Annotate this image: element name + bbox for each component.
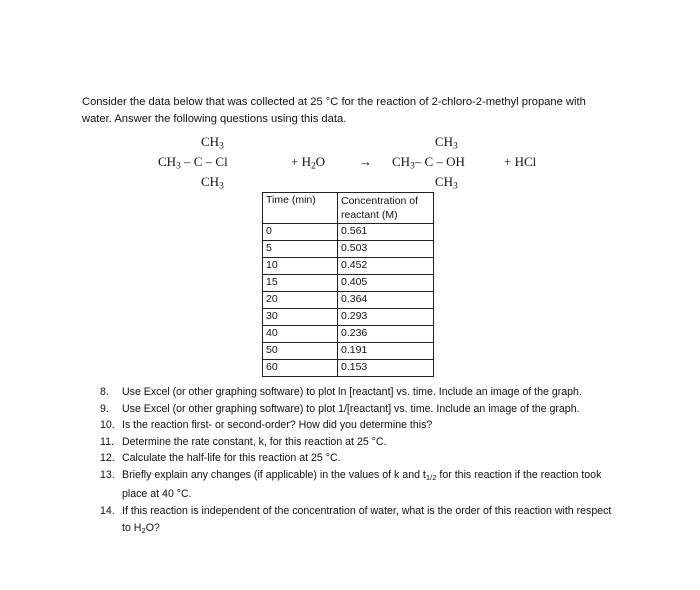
intro-paragraph <box>82 94 622 128</box>
table-row <box>263 309 434 326</box>
question-item <box>100 434 620 451</box>
concentration-cell: 0.364 <box>338 292 434 309</box>
table-row <box>263 241 434 258</box>
question-list <box>100 384 620 539</box>
intro-line-1: Consider the data below that was collected at 25 °C for the reaction of 2-chloro-2-methyl propane with <box>82 96 586 108</box>
product-methyl-bottom: $CH_3$ <box>435 174 458 192</box>
concentration-cell: 0.452 <box>338 258 434 275</box>
water-term: + $H_2O$ <box>291 154 326 172</box>
time-cell: 20 <box>263 292 338 309</box>
question-number: 13. <box>100 468 115 481</box>
table-row <box>263 292 434 309</box>
question-text: Briefly explain any changes (if applicable) in the values of k and $t_{1/2}$ for this reaction if the reaction took place at 40 °C. <box>122 468 602 501</box>
table-row <box>263 326 434 343</box>
question-item <box>100 467 620 503</box>
time-cell: 40 <box>263 326 338 343</box>
time-cell: 15 <box>263 275 338 292</box>
concentration-cell: 0.293 <box>338 309 434 326</box>
concentration-cell: 0.561 <box>338 224 434 241</box>
time-cell: 50 <box>263 343 338 360</box>
question-text: Determine the rate constant, k, for this reaction at 25 °C. <box>122 435 387 448</box>
time-cell: 10 <box>263 258 338 275</box>
concentration-cell: 0.191 <box>338 343 434 360</box>
question-item <box>100 503 620 539</box>
question-number: 10. <box>100 419 115 432</box>
header-concentration-text: Concentration of reactant (M) <box>341 195 419 221</box>
table-row <box>263 360 434 377</box>
table-header-row <box>263 193 434 224</box>
question-text: Is the reaction first- or second-order? How did you determine this? <box>122 419 433 432</box>
time-cell: 60 <box>263 360 338 377</box>
question-item <box>100 401 620 418</box>
table-row <box>263 224 434 241</box>
question-number: 11. <box>100 435 114 448</box>
time-cell: 5 <box>263 241 338 258</box>
time-cell: 30 <box>263 309 338 326</box>
intro-line-2: water. Answer the following questions using this data. <box>82 113 347 125</box>
reaction-arrow: → <box>359 154 372 169</box>
question-number: 9. <box>100 402 109 415</box>
product-main-chain: $CH_3-$ C – OH <box>392 154 465 172</box>
reactant-main-chain: $CH_3$ – C – Cl <box>158 154 228 172</box>
question-text: Calculate the half-life for this reaction at 25 °C. <box>122 452 341 465</box>
question-text: If this reaction is independent of the concentration of water, what is the order of this reaction with respect to $H_2O$? <box>122 505 612 535</box>
question-item <box>100 417 620 434</box>
concentration-cell: 0.405 <box>338 275 434 292</box>
product-methyl-top: $CH_3$ <box>435 134 458 152</box>
question-text: Use Excel (or other graphing software) to plot ln [reactant] vs. time. Include an image of the graph. <box>122 386 582 398</box>
concentration-cell: 0.236 <box>338 326 434 343</box>
question-item <box>100 450 620 467</box>
reactant-methyl-top: $CH_3$ <box>201 134 224 152</box>
table-row <box>263 343 434 360</box>
reactant-methyl-bottom: $CH_3$ <box>201 174 224 192</box>
table-body <box>263 224 434 377</box>
table-row <box>263 275 434 292</box>
question-number: 8. <box>100 386 109 398</box>
concentration-table <box>262 192 434 377</box>
question-text: Use Excel (or other graphing software) to plot 1/[reactant] vs. time. Include an image of the graph. <box>122 402 580 415</box>
time-cell: 0 <box>263 224 338 241</box>
question-number: 14. <box>100 505 115 518</box>
question-number: 12. <box>100 452 115 465</box>
concentration-cell: 0.153 <box>338 360 434 377</box>
table-row <box>263 258 434 275</box>
concentration-cell: 0.503 <box>338 241 434 258</box>
header-time: Time (min) <box>263 193 338 224</box>
header-concentration <box>338 193 434 224</box>
hcl-term: + HCl <box>504 154 537 169</box>
question-item <box>100 384 620 401</box>
